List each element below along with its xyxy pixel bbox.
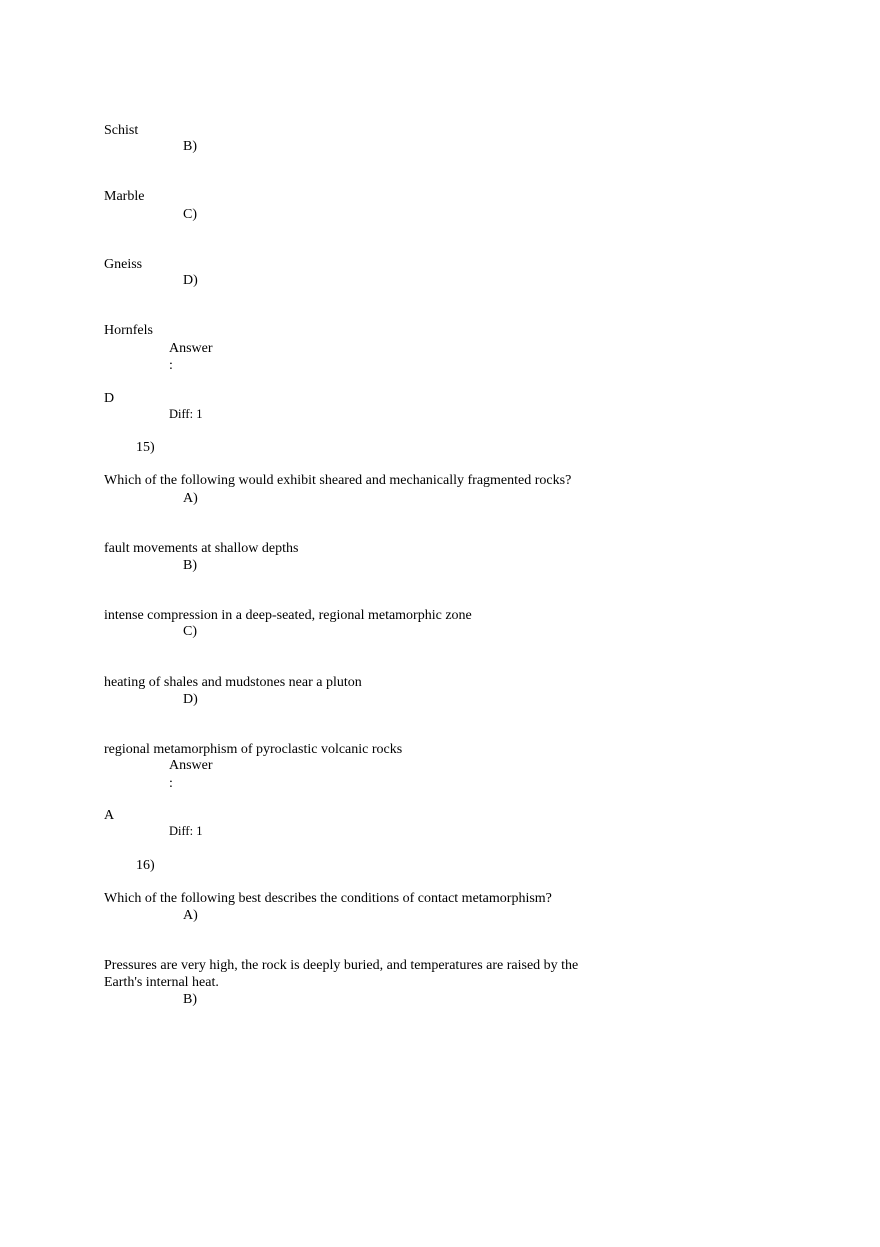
q14-diff: Diff: 1 bbox=[169, 407, 203, 421]
q14-option-b-text: Marble bbox=[104, 189, 145, 204]
q15-number: 15) bbox=[136, 440, 155, 455]
q14-option-c-letter: C) bbox=[183, 207, 197, 222]
q14-answer-colon: : bbox=[169, 358, 173, 373]
q15-option-d-letter: D) bbox=[183, 692, 198, 707]
q14-option-b-letter: B) bbox=[183, 139, 197, 154]
q15-option-c-text: heating of shales and mudstones near a pluton bbox=[104, 675, 362, 690]
q15-question: Which of the following would exhibit sheared and mechanically fragmented rocks? bbox=[104, 473, 572, 488]
q16-number: 16) bbox=[136, 858, 155, 873]
q15-option-a-text: fault movements at shallow depths bbox=[104, 541, 299, 556]
q15-option-d-text: regional metamorphism of pyroclastic volcanic rocks bbox=[104, 742, 403, 757]
q16-option-b-letter: B) bbox=[183, 992, 197, 1007]
q15-answer-label: Answer bbox=[169, 758, 213, 773]
q14-option-d-letter: D) bbox=[183, 273, 198, 288]
q15-option-b-letter: B) bbox=[183, 558, 197, 573]
q14-option-a-text: Schist bbox=[104, 123, 139, 138]
q16-option-a-letter: A) bbox=[183, 908, 198, 923]
q16-option-a-text: Pressures are very high, the rock is deeply buried, and temperatures are raised by the Earth's internal heat. bbox=[104, 958, 579, 990]
q15-answer-value: A bbox=[104, 808, 115, 823]
q15-option-b-text: intense compression in a deep-seated, regional metamorphic zone bbox=[104, 608, 472, 623]
q14-option-d-text: Hornfels bbox=[104, 323, 153, 338]
q14-answer-value: D bbox=[104, 391, 115, 406]
q16-question: Which of the following best describes the conditions of contact metamorphism? bbox=[104, 891, 552, 906]
q15-option-c-letter: C) bbox=[183, 624, 197, 639]
q15-diff: Diff: 1 bbox=[169, 824, 203, 838]
q15-option-a-letter: A) bbox=[183, 491, 198, 506]
q14-answer-label: Answer bbox=[169, 341, 213, 356]
q14-option-c-text: Gneiss bbox=[104, 257, 143, 272]
q15-answer-colon: : bbox=[169, 776, 173, 791]
